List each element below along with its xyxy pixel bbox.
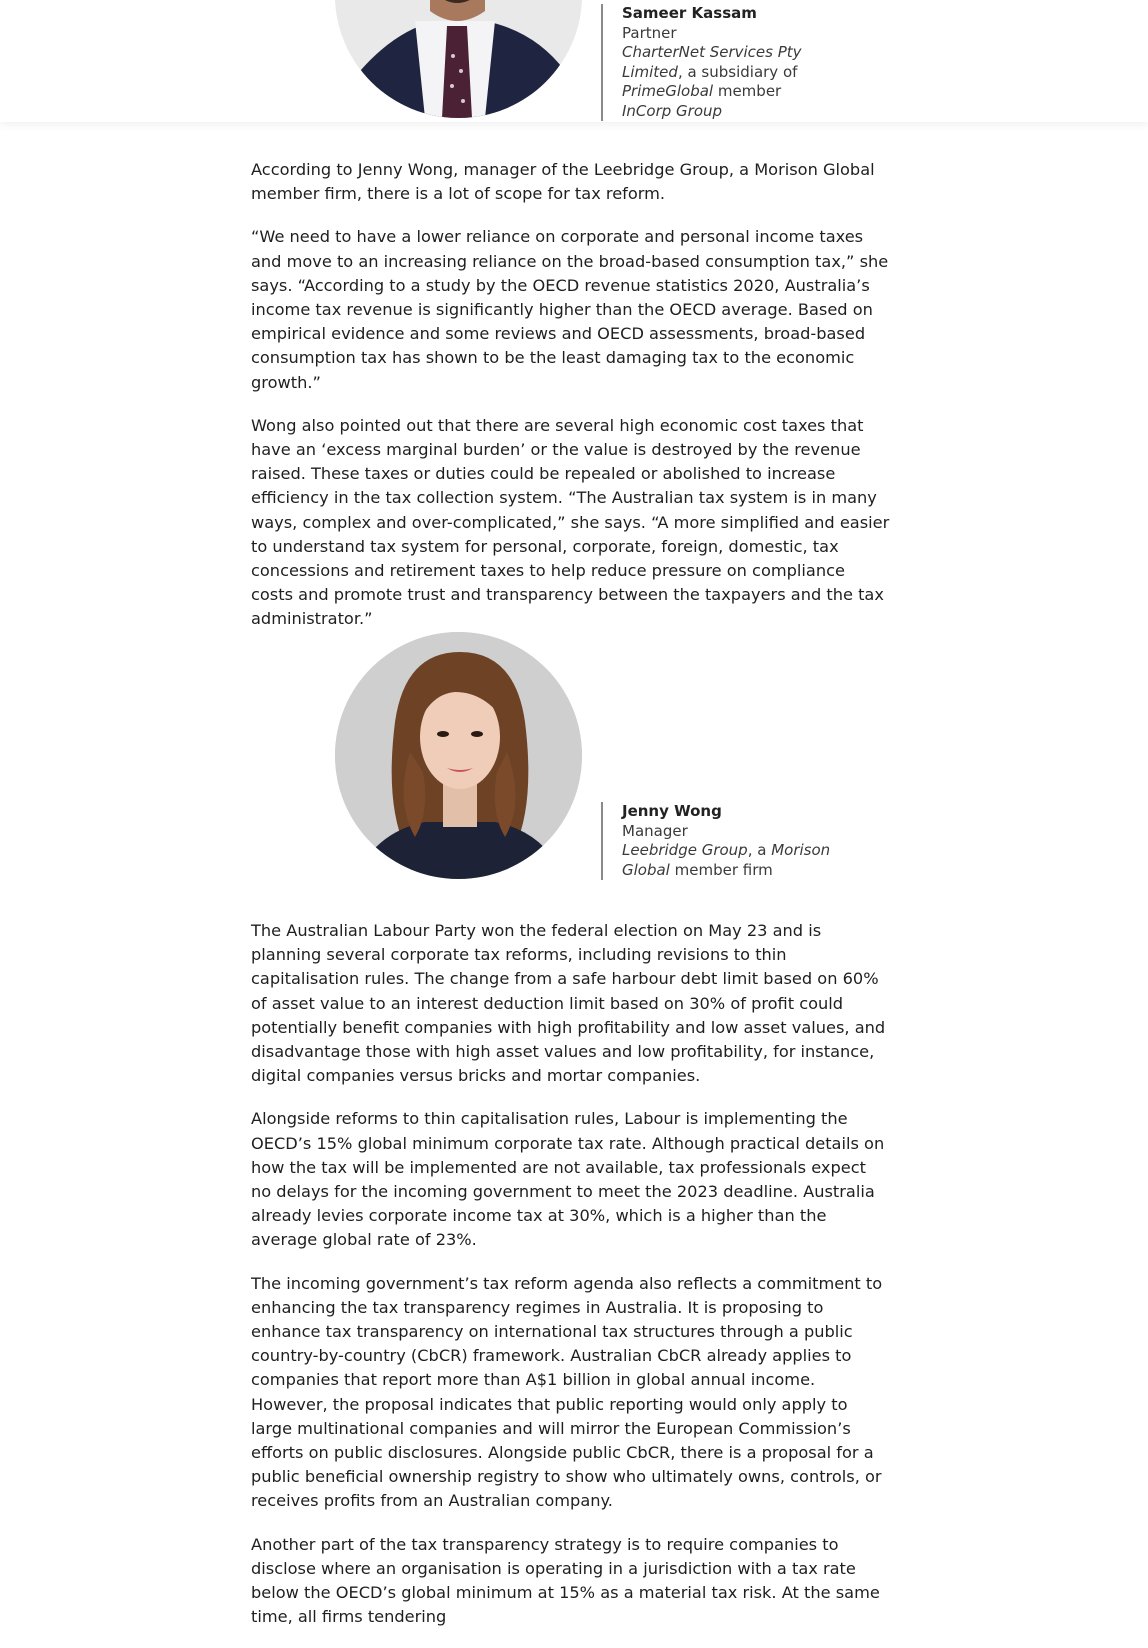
portrait-photo-icon xyxy=(335,632,582,879)
profile-card-kassam xyxy=(335,0,895,120)
profile-name: Sameer Kassam xyxy=(622,4,757,22)
article-paragraph: According to Jenny Wong, manager of the Leebridge Group, a Morison Global member firm, there is a lot of scope for tax reform. xyxy=(251,160,875,204)
article-body-section-2 xyxy=(251,919,891,1648)
portrait-photo-icon xyxy=(335,0,582,118)
profile-name: Jenny Wong xyxy=(622,802,722,820)
organisation-text: , a xyxy=(747,841,772,859)
article-paragraph: The Australian Labour Party won the federal election on May 23 and is planning several corporate tax reforms, including revisions to thin capitalisation rules. The change from a safe harbour debt limit based on 60% of asset value to an interest deduction limit based on 30% of profit could potentially benefit companies with high profitability and low asset values, and disadvantage those with high asset values and low profitability, for instance, digital companies versus bricks and mortar companies. xyxy=(251,921,886,1086)
profile-organisation xyxy=(622,841,862,880)
profile-card-wong xyxy=(335,632,895,882)
article-paragraph: Wong also pointed out that there are several high economic cost taxes that have an ‘excess marginal burden’ or the value is destroyed by the revenue raised. These taxes or duties could be repealed or abolished to increase efficiency in the tax collection system. “The Australian tax system is in many ways, complex and over-complicated,” she says. “A more simplified and easier to understand tax system for personal, corporate, foreign, domestic, tax concessions and retirement taxes to help reduce pressure on compliance costs and promote trust and transparency between the taxpayers and the tax administrator.” xyxy=(251,415,890,629)
profile-organisation xyxy=(622,43,862,121)
organisation-text: member firm xyxy=(669,860,773,879)
network-name: PrimeGlobal xyxy=(622,82,714,100)
profile-caption-wong xyxy=(601,802,862,880)
organisation-text: member xyxy=(713,82,782,100)
article-paragraph: The incoming government’s tax reform agenda also reflects a commitment to enhancing the tax transparency regimes in Australia. It is proposing to enhance tax transparency on international tax structures through a public country-by-country (CbCR) framework. Australian CbCR already applies to companies that report more than A$1 billion in global annual income. However, the proposal indicates that public reporting would only apply to large multinational companies and will mirror the European Commission’s efforts on public disclosures. Alongside public CbCR, there is a proposal for a public beneficial ownership registry to show who ultimately owns, controls, or receives profits from an Australian company. xyxy=(251,1273,883,1511)
portrait-photo-wong xyxy=(335,632,582,879)
top-profile-band xyxy=(0,0,1148,122)
article-paragraph: Another part of the tax transparency strategy is to require companies to disclose where an organisation is operating in a jurisdiction with a tax rate below the OECD’s global minimum at 15% as a material tax risk. At the same time, all firms tendering xyxy=(251,1534,880,1627)
profile-title: Partner xyxy=(622,23,677,42)
profile-caption-kassam xyxy=(601,4,862,121)
article-paragraph: Alongside reforms to thin capitalisation rules, Labour is implementing the OECD’s 15% global minimum corporate tax rate. Although practical details on how the tax will be implemented are not available, tax professionals expect no delays for the incoming government to meet the 2023 deadline. Australia already levies corporate income tax at 30%, which is a higher than the average global rate of 23%. xyxy=(251,1109,885,1250)
portrait-photo-kassam xyxy=(335,0,582,118)
article-body-section-1 xyxy=(251,158,891,651)
profile-title: Manager xyxy=(622,821,688,840)
group-name: InCorp Group xyxy=(622,101,723,120)
organisation-name: Leebridge Group xyxy=(622,841,748,859)
organisation-name: CharterNet Services Pty Limited xyxy=(622,43,802,81)
organisation-text: , a subsidiary of xyxy=(677,62,798,81)
network-name: Morison Global xyxy=(622,841,831,879)
article-paragraph: “We need to have a lower reliance on corporate and personal income taxes and move to an increasing reliance on the broad-based consumption tax,” she says. “According to a study by the OECD revenue statistics 2020, Australia’s income tax revenue is significantly higher than the OECD average. Based on empirical evidence and some reviews and OECD assessments, broad-based consumption tax has shown to be the least damaging tax to the economic growth.” xyxy=(251,227,889,392)
